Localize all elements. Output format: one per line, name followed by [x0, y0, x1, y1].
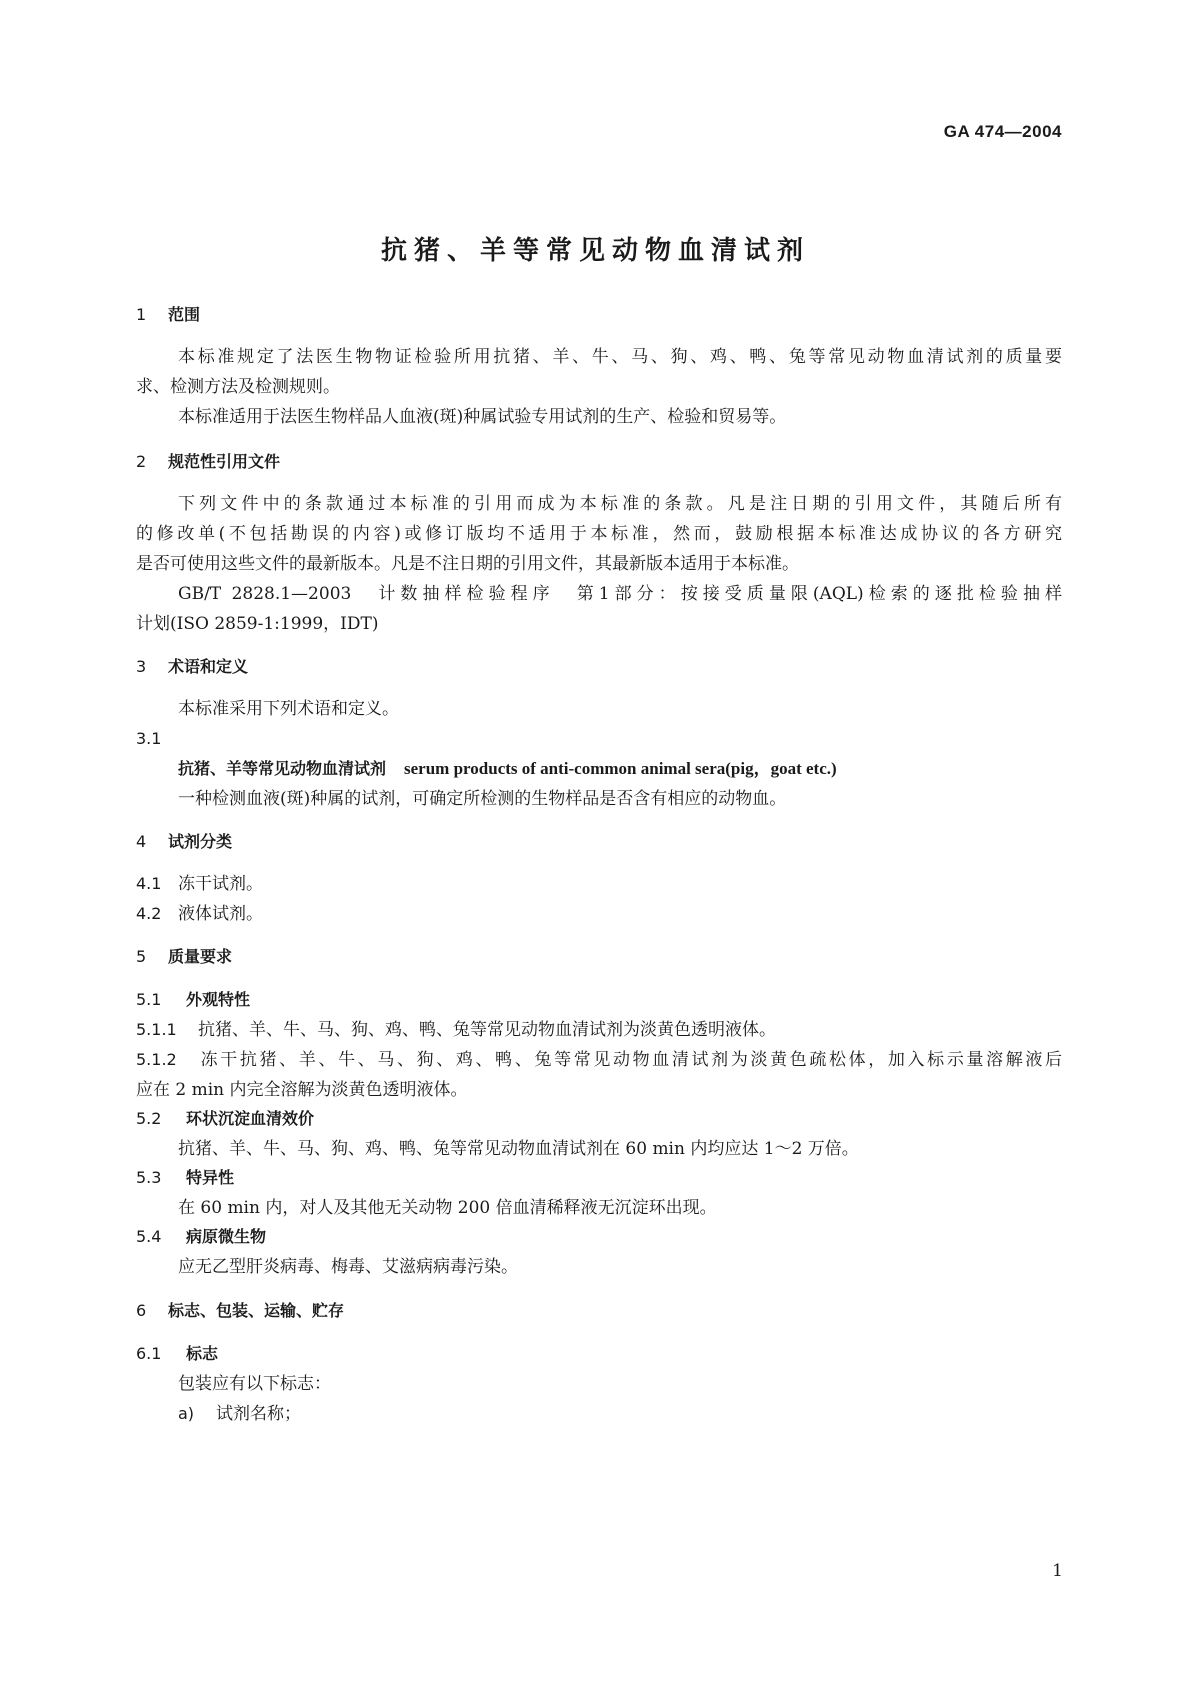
section-1-heading — [136, 304, 1062, 326]
list-item-a — [136, 1403, 1062, 1425]
clause-5-1-2-line-1 — [136, 1049, 1062, 1071]
sec2-paragraph-line-2: 的修改单(不包括勘误的内容)或修订版均不适用于本标准，然而，鼓励根据本标准达成协议的各方研究 — [136, 524, 1062, 544]
clause-number: 6.1 — [136, 1344, 162, 1363]
term-entry — [136, 758, 1062, 780]
section-number: 2 — [136, 452, 147, 471]
section-6-heading — [136, 1300, 1062, 1322]
clause-5-1-2-line-2: 应在 2 min 内完全溶解为淡黄色透明液体。 — [136, 1080, 468, 1100]
document-title: 抗猪、羊等常见动物血清试剂 — [380, 236, 810, 266]
section-title: 术语和定义 — [168, 657, 249, 676]
term-english: serum products of anti-common animal sera(pig，goat etc.) — [404, 759, 837, 778]
clause-text: 液体试剂。 — [178, 904, 263, 924]
clause-5-1-1 — [136, 1019, 1062, 1041]
clause-number: 4.1 — [136, 874, 162, 893]
clause-number: 5.1.2 — [136, 1050, 177, 1069]
clause-title: 外观特性 — [186, 990, 251, 1009]
reference-line-1: GB/T 2828.1—2003 计数抽样检验程序 第1部分：按接受质量限(AQL)检索的逐批检验抽样 — [178, 584, 1062, 604]
term-chinese: 抗猪、羊等常见动物血清试剂 — [178, 759, 387, 778]
sec3-paragraph: 本标准采用下列术语和定义。 — [178, 699, 399, 719]
list-item-text: 试剂名称； — [216, 1404, 301, 1424]
sec1-paragraph-2: 本标准适用于法医生物样品人血液(斑)种属试验专用试剂的生产、检验和贸易等。 — [178, 407, 787, 427]
sec2-paragraph-line-1: 下列文件中的条款通过本标准的引用而成为本标准的条款。凡是注日期的引用文件，其随后所有 — [178, 494, 1062, 514]
standard-code: GA 474—2004 — [943, 122, 1062, 141]
clause-5-2-text: 抗猪、羊、牛、马、狗、鸡、鸭、兔等常见动物血清试剂在 60 min 内均应达 1～2 万倍。 — [178, 1139, 859, 1159]
reference-line-2: 计划(ISO 2859-1:1999，IDT) — [136, 614, 379, 634]
section-number: 5 — [136, 947, 147, 966]
section-title: 试剂分类 — [168, 832, 233, 851]
clause-text: 抗猪、羊、牛、马、狗、鸡、鸭、兔等常见动物血清试剂为淡黄色透明液体。 — [198, 1020, 776, 1040]
clause-number: 5.2 — [136, 1109, 162, 1128]
section-title: 规范性引用文件 — [168, 452, 281, 471]
section-number: 4 — [136, 832, 147, 851]
clause-5-3-text: 在 60 min 内，对人及其他无关动物 200 倍血清稀释液无沉淀环出现。 — [178, 1198, 717, 1218]
clause-title: 病原微生物 — [186, 1227, 267, 1246]
page-number: 1 — [1052, 1561, 1063, 1581]
section-title: 标志、包装、运输、贮存 — [168, 1301, 345, 1320]
clause-4-2 — [136, 903, 1062, 925]
clause-number: 4.2 — [136, 904, 162, 923]
clause-5-4-heading — [136, 1226, 1062, 1248]
clause-6-1-heading — [136, 1343, 1062, 1365]
clause-3-1-number: 3.1 — [136, 729, 162, 748]
clause-5-2-heading — [136, 1108, 1062, 1130]
section-5-heading — [136, 946, 1062, 968]
clause-title: 特异性 — [186, 1168, 235, 1187]
clause-6-1-text: 包装应有以下标志： — [178, 1374, 331, 1394]
clause-5-1-heading — [136, 989, 1062, 1011]
sec2-paragraph-line-3: 是否可使用这些文件的最新版本。凡是不注日期的引用文件，其最新版本适用于本标准。 — [136, 554, 799, 574]
term-definition: 一种检测血液(斑)种属的试剂，可确定所检测的生物样品是否含有相应的动物血。 — [178, 789, 787, 809]
section-3-heading — [136, 656, 1062, 678]
section-4-heading — [136, 831, 1062, 853]
clause-5-3-heading — [136, 1167, 1062, 1189]
clause-text: 冻干抗猪、羊、牛、马、狗、鸡、鸭、兔等常见动物血清试剂为淡黄色疏松体，加入标示量溶解液后 — [198, 1050, 1062, 1070]
sec1-paragraph-1-line-2: 求、检测方法及检测规则。 — [136, 377, 340, 397]
clause-title: 环状沉淀血清效价 — [186, 1109, 315, 1128]
clause-title: 标志 — [186, 1344, 219, 1363]
section-number: 1 — [136, 305, 147, 324]
clause-number: 5.3 — [136, 1168, 162, 1187]
clause-number: 5.1 — [136, 990, 162, 1009]
section-2-heading — [136, 451, 1062, 473]
section-title: 质量要求 — [168, 947, 233, 966]
section-number: 3 — [136, 657, 147, 676]
section-number: 6 — [136, 1301, 147, 1320]
clause-text: 冻干试剂。 — [178, 874, 263, 894]
sec1-paragraph-1-line-1: 本标准规定了法医生物物证检验所用抗猪、羊、牛、马、狗、鸡、鸭、兔等常见动物血清试剂的质量要 — [178, 347, 1062, 367]
section-title: 范围 — [168, 305, 201, 324]
clause-number: 5.4 — [136, 1227, 162, 1246]
clause-5-4-text: 应无乙型肝炎病毒、梅毒、艾滋病病毒污染。 — [178, 1257, 518, 1277]
clause-number: 5.1.1 — [136, 1020, 177, 1039]
clause-4-1 — [136, 873, 1062, 895]
list-marker: a) — [178, 1404, 195, 1423]
